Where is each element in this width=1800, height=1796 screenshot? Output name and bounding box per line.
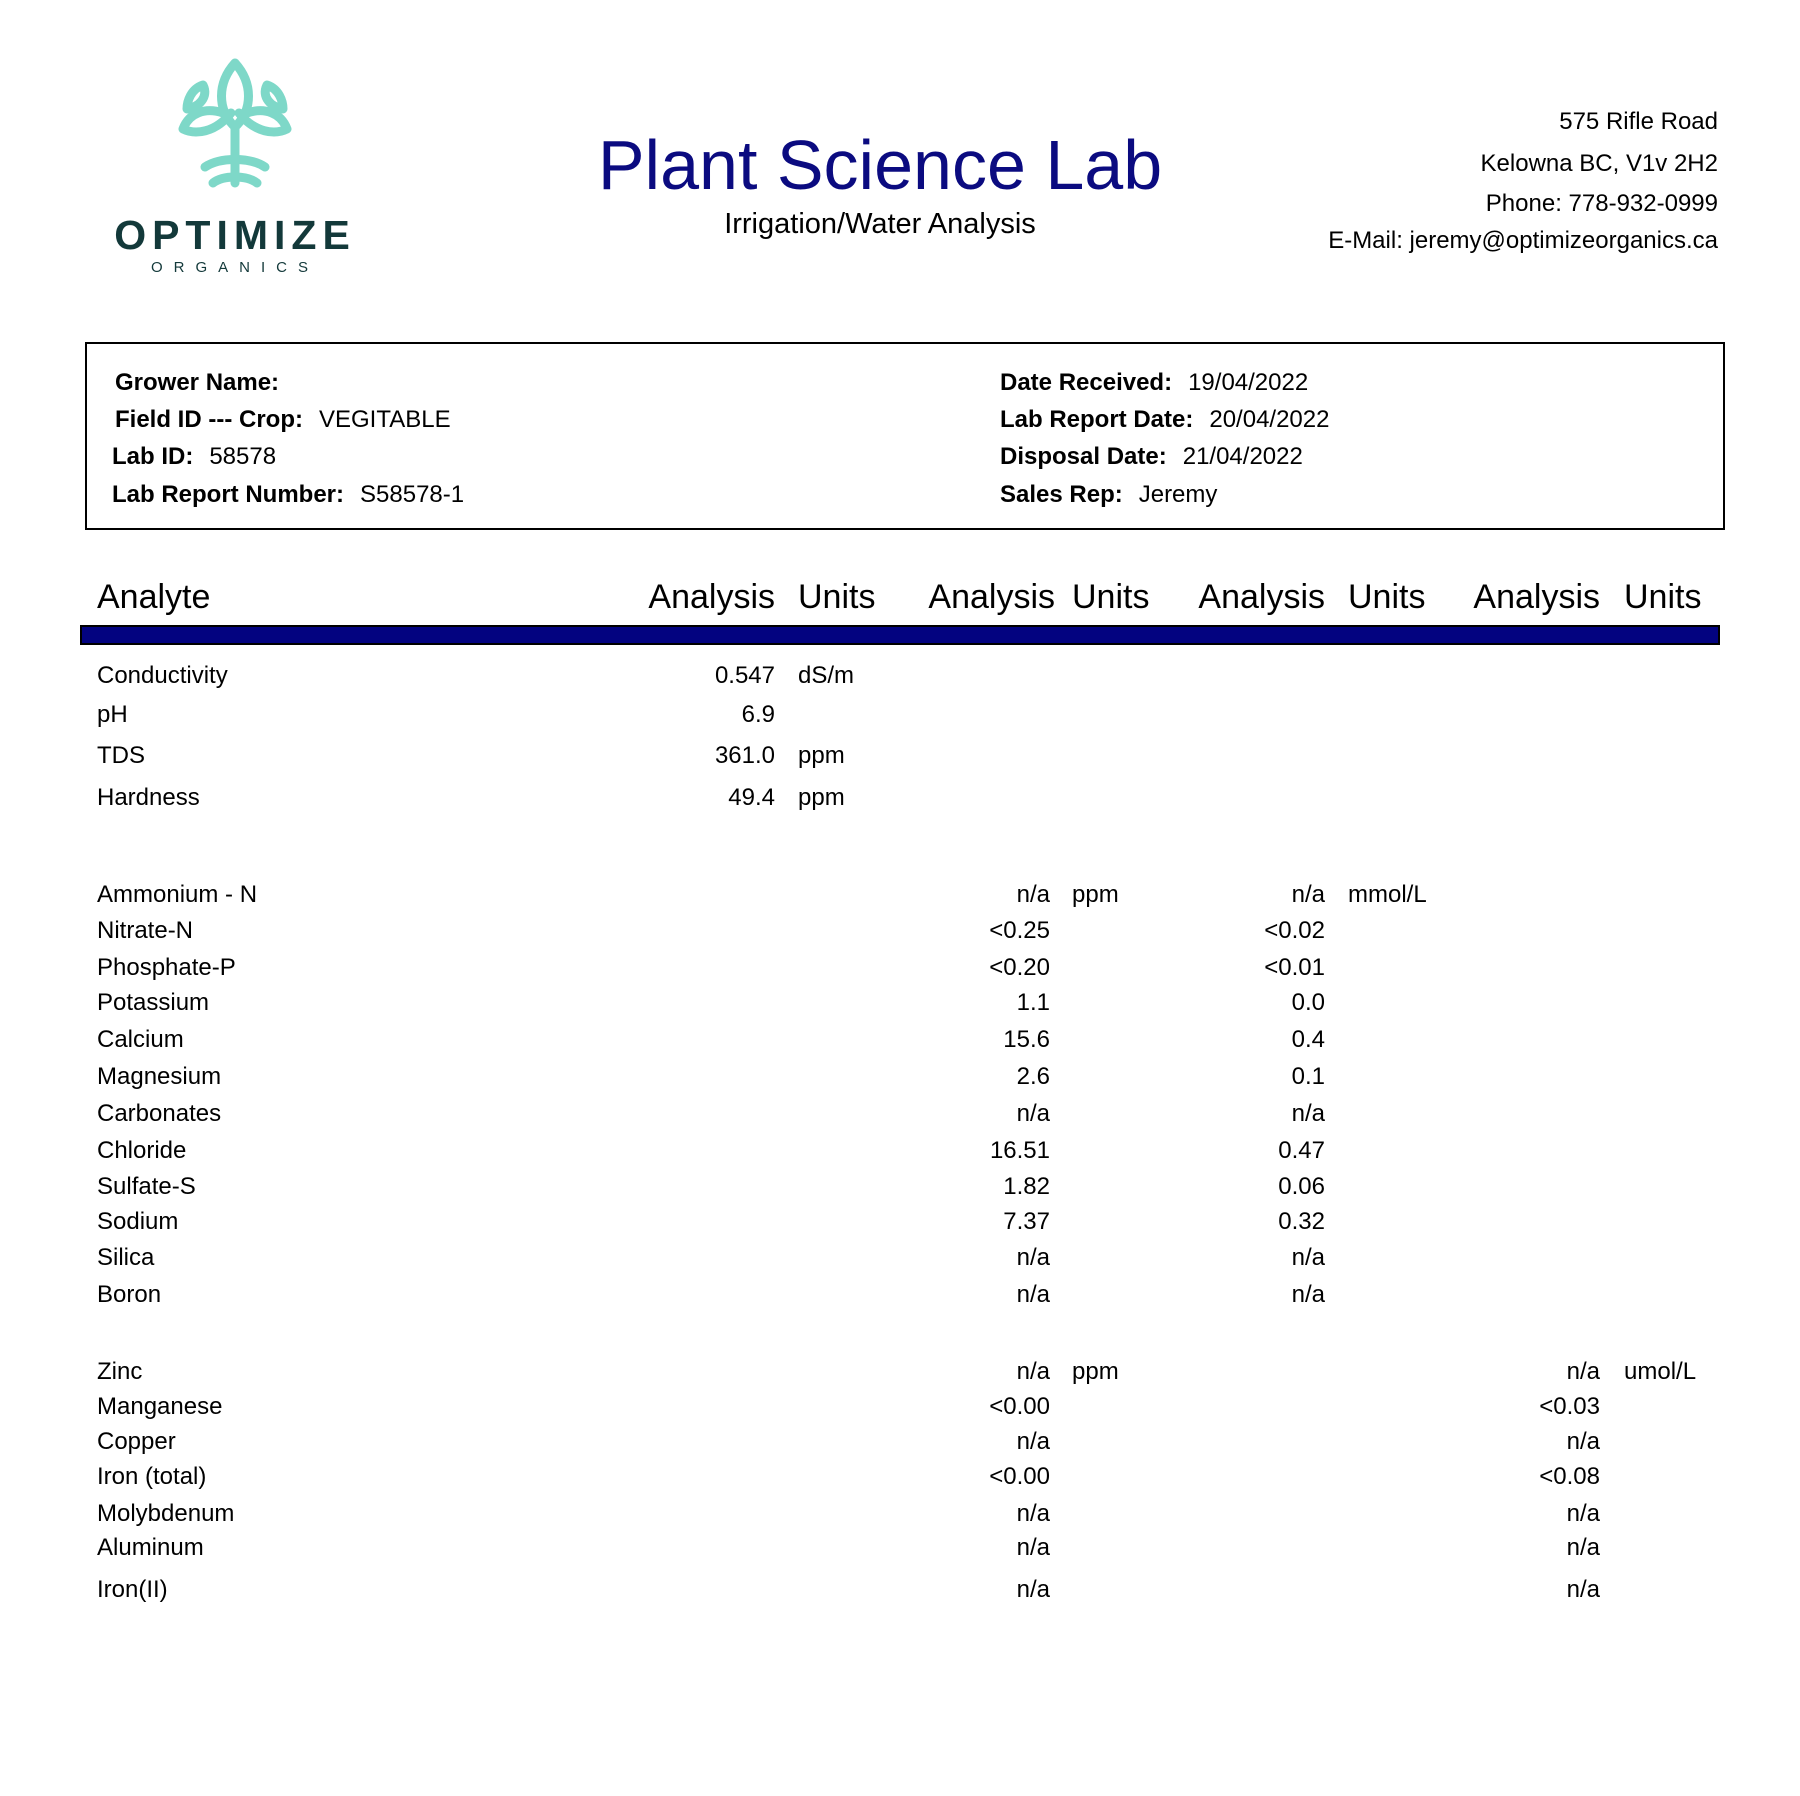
header-analysis-1: Analysis bbox=[648, 578, 775, 616]
address-phone: Phone: 778-932-0999 bbox=[1485, 190, 1718, 217]
analyte-name: Carbonates bbox=[97, 1100, 222, 1127]
report-number-label: Lab Report Number: bbox=[112, 481, 345, 508]
analyte-name: Potassium bbox=[97, 989, 210, 1016]
analyte-name: Calcium bbox=[97, 1026, 184, 1053]
labid-label: Lab ID: bbox=[112, 443, 194, 470]
header-units-2: Units bbox=[1072, 578, 1150, 616]
logo-subtitle: ORGANICS bbox=[150, 259, 319, 276]
report-number-value: S58578-1 bbox=[360, 481, 465, 508]
analysis-value: n/a bbox=[1291, 881, 1325, 908]
analysis-value: <0.01 bbox=[1264, 954, 1325, 981]
analyte-name: Silica bbox=[97, 1244, 155, 1271]
grower-label: Grower Name: bbox=[115, 369, 280, 396]
analyte-name: Nitrate-N bbox=[97, 917, 194, 944]
analysis-value: 2.6 bbox=[1016, 1063, 1050, 1090]
analyte-name: Iron (total) bbox=[97, 1463, 207, 1490]
analysis-value: n/a bbox=[1566, 1428, 1600, 1455]
disposal-value: 21/04/2022 bbox=[1182, 443, 1303, 470]
analysis-value: <0.00 bbox=[989, 1463, 1050, 1490]
analysis-value: <0.25 bbox=[989, 917, 1050, 944]
analysis-value: 0.547 bbox=[714, 662, 775, 689]
analysis-value: n/a bbox=[1566, 1576, 1600, 1603]
page-title: Plant Science Lab bbox=[597, 126, 1163, 204]
sales-rep-label: Sales Rep: bbox=[1000, 481, 1123, 508]
analysis-value: 0.47 bbox=[1278, 1137, 1325, 1164]
analyte-name: Boron bbox=[97, 1281, 162, 1308]
report-number-row bbox=[112, 481, 464, 509]
analysis-value: <0.20 bbox=[989, 954, 1050, 981]
address-street: 575 Rifle Road bbox=[1559, 108, 1718, 135]
analysis-value: 0.1 bbox=[1291, 1063, 1325, 1090]
report-date-label: Lab Report Date: bbox=[1000, 406, 1194, 433]
header-units-4: Units bbox=[1624, 578, 1702, 616]
logo bbox=[95, 55, 375, 285]
grower-row bbox=[115, 369, 295, 397]
field-label: Field ID --- Crop: bbox=[115, 406, 303, 433]
received-value: 19/04/2022 bbox=[1188, 369, 1309, 396]
header-divider-bar bbox=[80, 625, 1720, 645]
analyte-name: Magnesium bbox=[97, 1063, 222, 1090]
analyte-name: Hardness bbox=[97, 784, 200, 811]
analysis-unit: umol/L bbox=[1624, 1358, 1697, 1385]
analysis-value: n/a bbox=[1566, 1358, 1600, 1385]
field-row bbox=[115, 406, 451, 434]
analysis-value: 0.4 bbox=[1291, 1026, 1325, 1053]
analysis-unit: mmol/L bbox=[1348, 881, 1427, 908]
analysis-value: n/a bbox=[1016, 1100, 1050, 1127]
analysis-value: n/a bbox=[1291, 1281, 1325, 1308]
logo-wordmark: OPTIMIZE bbox=[114, 212, 356, 258]
address-email: E-Mail: jeremy@optimizeorganics.ca bbox=[1328, 227, 1718, 254]
analysis-value: n/a bbox=[1016, 1244, 1050, 1271]
analyte-name: pH bbox=[97, 701, 128, 728]
analysis-value: 49.4 bbox=[728, 784, 775, 811]
analysis-value: 0.0 bbox=[1291, 989, 1325, 1016]
analysis-value: 7.37 bbox=[1003, 1208, 1050, 1235]
analysis-value: 15.6 bbox=[1003, 1026, 1050, 1053]
analyte-name: Aluminum bbox=[97, 1534, 204, 1561]
analysis-value: n/a bbox=[1566, 1534, 1600, 1561]
address-city: Kelowna BC, V1v 2H2 bbox=[1480, 150, 1718, 177]
received-label: Date Received: bbox=[1000, 369, 1173, 396]
analysis-value: 1.82 bbox=[1003, 1173, 1050, 1200]
disposal-label: Disposal Date: bbox=[1000, 443, 1167, 470]
received-row bbox=[1000, 369, 1308, 397]
analysis-value: n/a bbox=[1016, 1428, 1050, 1455]
disposal-row bbox=[1000, 443, 1303, 471]
report-date-value: 20/04/2022 bbox=[1209, 406, 1330, 433]
analysis-unit: ppm bbox=[798, 742, 845, 769]
analysis-unit: ppm bbox=[1072, 881, 1119, 908]
analyte-name: Conductivity bbox=[97, 662, 228, 689]
analysis-unit: ppm bbox=[798, 784, 845, 811]
leaf-logo-icon bbox=[165, 55, 305, 195]
report-info-box bbox=[85, 342, 1725, 530]
analysis-value: <0.02 bbox=[1264, 917, 1325, 944]
header-analyte: Analyte bbox=[97, 578, 211, 616]
analyte-name: TDS bbox=[97, 742, 145, 769]
header-analysis-4: Analysis bbox=[1473, 578, 1600, 616]
analyte-name: Copper bbox=[97, 1428, 176, 1455]
analysis-value: <0.03 bbox=[1539, 1393, 1600, 1420]
header-units-1: Units bbox=[798, 578, 876, 616]
analysis-value: 0.06 bbox=[1278, 1173, 1325, 1200]
analysis-value: 6.9 bbox=[741, 701, 775, 728]
analysis-unit: dS/m bbox=[798, 662, 855, 689]
labid-row bbox=[112, 443, 276, 471]
report-date-row bbox=[1000, 406, 1329, 434]
page-subtitle: Irrigation/Water Analysis bbox=[724, 208, 1036, 240]
header-analysis-3: Analysis bbox=[1198, 578, 1325, 616]
analysis-value: n/a bbox=[1016, 1576, 1050, 1603]
analyte-name: Molybdenum bbox=[97, 1500, 235, 1527]
analysis-value: n/a bbox=[1291, 1244, 1325, 1271]
analysis-value: 0.32 bbox=[1278, 1208, 1325, 1235]
analysis-value: n/a bbox=[1566, 1500, 1600, 1527]
analyte-name: Sodium bbox=[97, 1208, 179, 1235]
analyte-name: Ammonium - N bbox=[97, 881, 258, 908]
analysis-unit: ppm bbox=[1072, 1358, 1119, 1385]
header-units-3: Units bbox=[1348, 578, 1426, 616]
analysis-value: n/a bbox=[1016, 1358, 1050, 1385]
analyte-name: Sulfate-S bbox=[97, 1173, 196, 1200]
analysis-value: n/a bbox=[1291, 1100, 1325, 1127]
analysis-value: <0.00 bbox=[989, 1393, 1050, 1420]
analysis-value: 16.51 bbox=[989, 1137, 1050, 1164]
header-analysis-2: Analysis bbox=[928, 578, 1055, 616]
analysis-value: n/a bbox=[1016, 1281, 1050, 1308]
analysis-value: 361.0 bbox=[714, 742, 775, 769]
sales-rep-value: Jeremy bbox=[1138, 481, 1218, 508]
analysis-value: n/a bbox=[1016, 1534, 1050, 1561]
analyte-name: Phosphate-P bbox=[97, 954, 236, 981]
sales-rep-row bbox=[1000, 481, 1217, 509]
analysis-value: n/a bbox=[1016, 881, 1050, 908]
analyte-name: Chloride bbox=[97, 1137, 187, 1164]
analysis-value: n/a bbox=[1016, 1500, 1050, 1527]
analyte-name: Iron(II) bbox=[97, 1576, 168, 1603]
analysis-value: <0.08 bbox=[1539, 1463, 1600, 1490]
analysis-value: 1.1 bbox=[1016, 989, 1050, 1016]
analyte-name: Manganese bbox=[97, 1393, 223, 1420]
analyte-name: Zinc bbox=[97, 1358, 143, 1385]
field-value: VEGITABLE bbox=[318, 406, 451, 433]
labid-value: 58578 bbox=[209, 443, 277, 470]
